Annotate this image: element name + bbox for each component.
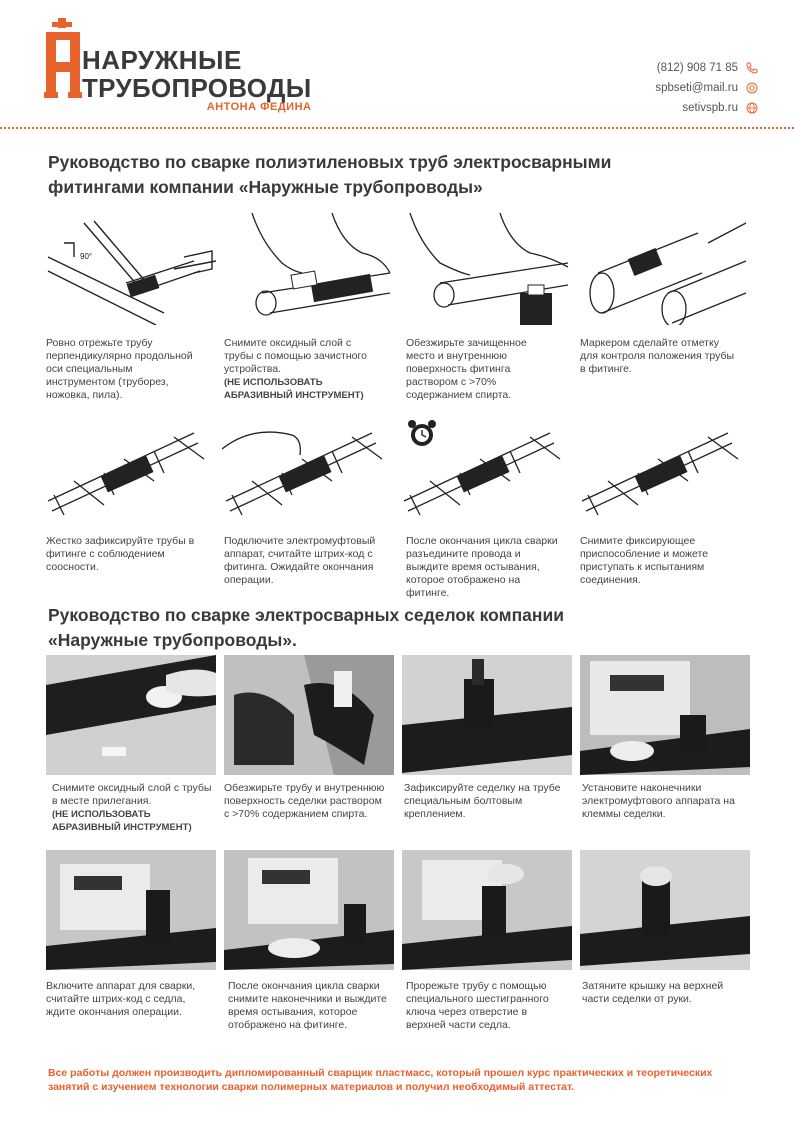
s1-step8-text: Снимите фиксирующее приспособление и можете приступать к испытаниям соединения. <box>580 535 709 586</box>
site-text: setivspb.ru <box>682 102 738 114</box>
logo-mark-icon <box>44 18 84 100</box>
logo-line1: НАРУЖНЫЕ <box>82 45 242 75</box>
s2-step3-text: Зафиксируйте седелку на трубе специальным болтовым креплением. <box>404 782 561 820</box>
phone-text: (812) 908 71 85 <box>656 62 738 74</box>
s2-step2-text: Обезжирьте трубу и внутреннюю поверхность седелки раствором с >70% содержанием спирта. <box>224 782 385 820</box>
welder-on-photo <box>46 850 216 970</box>
header-divider <box>0 127 794 129</box>
s1-step6-text: Подключите электромуфтовый аппарат, считайте штрих-код с фитинга. Ожидайте окончания операции. <box>224 535 376 586</box>
s2-step4-text: Установите наконечники электромуфтового аппарата на клеммы седелки. <box>582 782 735 820</box>
pipe-cutter-illustration <box>44 213 216 325</box>
s2-step1-text: Снимите оксидный слой с трубы в месте прилегания. (НЕ ИСПОЛЬЗОВАТЬ АБРАЗИВНЫЙ ИНСТРУМЕНТ) <box>52 782 212 833</box>
connect-welder-illustration <box>222 415 394 525</box>
s2-step7-text: Прорежьте трубу с помощью специального шестигранного ключа через отверстие в верхней части седла. <box>406 980 549 1031</box>
s2-step8-text: Затяните крышку на верхней части седелки от руки. <box>582 980 724 1005</box>
s1-step4-text: Маркером сделайте отметку для контроля положения трубы в фитинге. <box>580 337 735 375</box>
footer-note: Все работы должен производить дипломированный сварщик пластмасс, который прошел курс практических и теоретических занятий с изучением технологии сварки полимерных материалов и получил необходимый аттестат. <box>48 1067 713 1093</box>
s2-step5-text: Включите аппарат для сварки, считайте штрих-код с седла, ждите окончания операции. <box>46 980 196 1018</box>
remove-clamp-illustration <box>578 415 750 525</box>
logo-line3: АНТОНА ФЕДИНА <box>206 101 312 113</box>
s1-step7-text: После окончания цикла сварки разъедините провода и выждите время остывания, которое отображено на фитинге. <box>406 535 558 599</box>
globe-icon <box>746 102 758 114</box>
s2-step6-text: После окончания цикла сварки снимите наконечники и выждите время остывания, которое отображено на фитинге. <box>228 980 387 1031</box>
email-text: spbseti@mail.ru <box>655 82 738 94</box>
saddle-mounted-photo <box>402 655 572 775</box>
section2-title: Руководство по сварке электросварных седелок компании «Наружные трубопроводы». <box>48 605 564 650</box>
degreasing-illustration <box>400 213 572 325</box>
contact-phone[interactable] <box>655 58 758 78</box>
contacts <box>655 58 758 118</box>
cooling-timer-illustration <box>400 415 572 525</box>
s1-step2-text: Снимите оксидный слой с трубы с помощью зачистного устройства. (НЕ ИСПОЛЬЗОВАТЬ АБРАЗИВНЫЙ ИНСТРУМЕНТ) <box>224 337 367 401</box>
clamp-illustration <box>44 415 216 525</box>
saddle-photo <box>224 655 394 775</box>
scraping-illustration <box>222 213 394 325</box>
s1-step3-text: Обезжирьте зачищенное место и внутреннюю поверхность фитинга раствором с >70% содержанием спирта. <box>406 337 527 401</box>
angle-label: 90° <box>80 252 93 261</box>
wipe-photo <box>46 655 216 775</box>
contact-email[interactable] <box>655 78 758 98</box>
section1-title: Руководство по сварке полиэтиленовых труб электросварными фитингами компании «Наружные трубопроводы» <box>48 152 612 197</box>
cap-photo <box>580 850 750 970</box>
phone-icon <box>746 62 758 74</box>
email-icon <box>746 82 758 94</box>
welder-off-photo <box>224 850 394 970</box>
logo-line2: ТРУБОПРОВОДЫ <box>82 73 312 103</box>
s1-step5-text: Жестко зафиксируйте трубы в фитинге с соблюдением соосности. <box>46 535 195 573</box>
s1-step1-text: Ровно отрежьте трубу перпендикулярно продольной оси специальным инструментом (труборез, ножовка, пила). <box>46 337 193 401</box>
welder-connect-photo <box>580 655 750 775</box>
contact-site[interactable] <box>655 98 758 118</box>
marker-illustration <box>578 213 750 325</box>
hex-key-photo <box>402 850 572 970</box>
